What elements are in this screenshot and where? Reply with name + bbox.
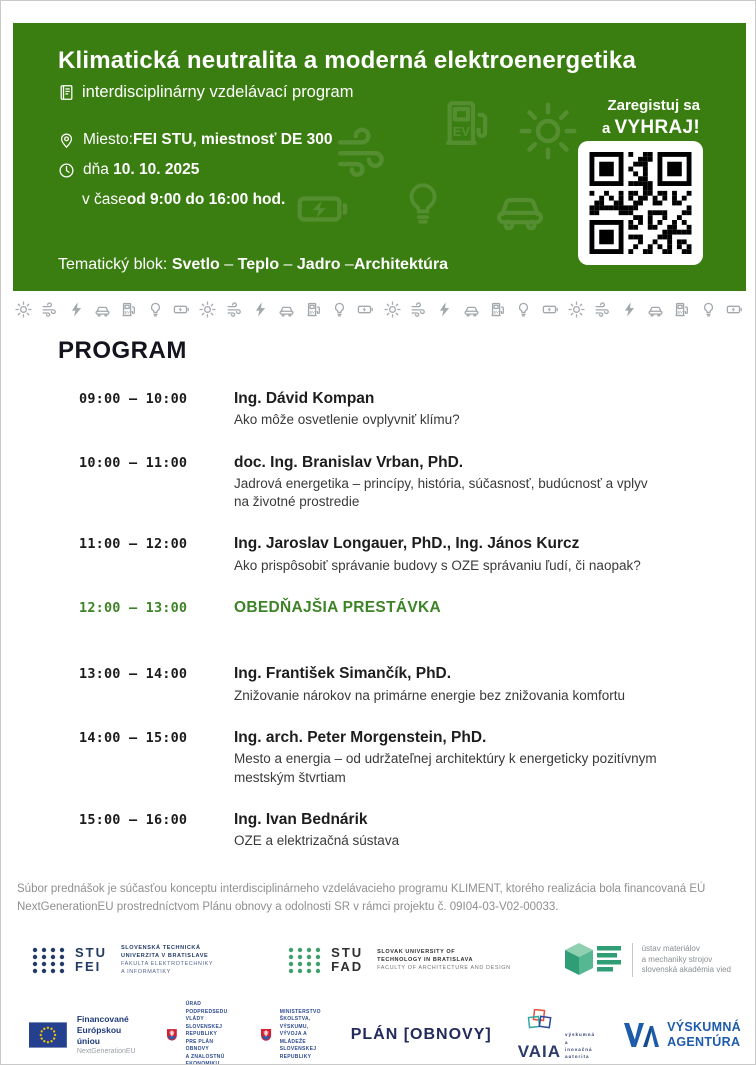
battery-icon — [542, 301, 559, 318]
journal-icon — [58, 84, 75, 101]
wind-icon — [333, 123, 391, 181]
charger-icon — [673, 301, 690, 318]
wind-icon — [41, 301, 58, 318]
program-row — [79, 664, 699, 705]
car-icon — [485, 179, 555, 235]
qr-code — [578, 141, 703, 265]
date-value: 10. 10. 2025 — [113, 161, 200, 178]
qr-code-image — [589, 152, 692, 254]
register-win-text: VYHRAJ! — [614, 116, 700, 138]
bulb-icon — [700, 301, 717, 318]
stu-fei-line1: SLOVENSKÁ TECHNICKÁ — [121, 944, 201, 951]
program-row — [79, 389, 699, 430]
program-speaker: Ing. Ivan Bednárik — [234, 810, 368, 828]
va-line1: VÝSKUMNÁ — [667, 1020, 741, 1035]
theme-jadro: Jadro — [296, 256, 341, 273]
bolt-icon — [621, 301, 638, 318]
program-topic: Jadrová energetika – princípy, história, súčasnosť, budúcnosť a vplyv na životné prostredie — [234, 475, 648, 510]
program-time: 10:00 – 11:00 — [79, 454, 188, 471]
logo-vyskumna-agentura — [623, 1020, 741, 1049]
vaia-line3: autorita — [565, 1053, 590, 1059]
logo-ministerstvo — [260, 1009, 327, 1062]
program-row — [79, 810, 699, 851]
theme-svetlo: Svetlo — [171, 256, 220, 273]
vaia-wordmark: VAIA — [517, 1042, 562, 1062]
program-row — [79, 728, 699, 787]
bolt-icon — [436, 301, 453, 318]
bulb-icon — [331, 301, 348, 318]
program-topic: Ako môže osvetlenie ovplyvniť klímu? — [234, 412, 460, 428]
register-line1: Zaregistuj sa — [607, 97, 700, 114]
program-time: 15:00 – 16:00 — [79, 811, 188, 828]
program-speaker: Ing. Dávid Kompan — [234, 390, 375, 407]
stu-fad-line1: SLOVAK UNIVERSITY OF — [377, 948, 456, 955]
wind-icon — [410, 301, 427, 318]
bulb-icon — [398, 175, 448, 231]
icon-strip — [15, 298, 743, 320]
logos-row-2 — [29, 1001, 741, 1065]
logo-vaia — [518, 1009, 595, 1060]
eu-line2: Európskou úniou — [76, 1024, 122, 1046]
theme-architektura: Architektúra — [353, 256, 449, 273]
bolt-icon — [252, 301, 269, 318]
battery-icon — [357, 301, 374, 318]
location-pin-icon — [58, 132, 75, 149]
logo-stu-fei — [31, 944, 213, 977]
logo-stu-fad — [287, 945, 511, 975]
urad-line4: A ZNALOSTNÚ EKONOMIKU — [185, 1053, 225, 1065]
min-line4: SLOVENSKEJ REPUBLIKY — [279, 1046, 317, 1060]
date-row — [58, 161, 332, 179]
wind-icon — [226, 301, 243, 318]
program-topic: Mesto a energia – od udržateľnej architektúry k energeticky pozitívnym mestským štvrtiam — [234, 751, 657, 785]
header-banner — [13, 23, 746, 291]
sun-icon — [568, 301, 585, 318]
program-time: 11:00 – 12:00 — [79, 536, 188, 553]
imsas-line3: slovenská akadémia vied — [641, 965, 731, 975]
charger-icon — [489, 301, 506, 318]
urad-line3: PRE PLÁN OBNOVY — [185, 1038, 214, 1052]
register-prefix: a — [601, 119, 615, 137]
urad-line1: ÚRAD PODPREDSEDU VLÁDY — [185, 1001, 228, 1022]
sun-icon — [384, 301, 401, 318]
time-label: v čase — [82, 191, 127, 208]
vaia-line1: výskumná — [565, 1032, 596, 1038]
stu-fad-line2: TECHNOLOGY IN BRATISLAVA — [377, 956, 474, 963]
logos-row-1 — [31, 939, 731, 981]
poster-subtitle-row — [58, 83, 353, 102]
stu-fei-acr2: FEI — [75, 959, 102, 974]
bolt-icon — [68, 301, 85, 318]
cube-icon — [561, 939, 623, 981]
logo-plan-obnovy: PLÁN [OBNOVY] — [350, 1025, 492, 1043]
event-info — [58, 131, 332, 221]
vaia-line2: a inovačná — [565, 1039, 593, 1052]
urad-line2: SLOVENSKEJ REPUBLIKY — [185, 1023, 223, 1037]
car-icon — [278, 301, 295, 318]
bulb-icon — [147, 301, 164, 318]
car-icon — [463, 301, 480, 318]
sun-icon — [199, 301, 216, 318]
slovak-emblem-icon — [260, 1025, 272, 1045]
wind-icon — [594, 301, 611, 318]
program-list — [79, 389, 699, 873]
stu-fei-line3: FAKULTA ELEKTROTECHNIKY — [121, 961, 214, 967]
location-label: Miesto: — [83, 131, 133, 148]
slovak-emblem-icon — [166, 1025, 178, 1045]
program-topic: Ako prispôsobiť správanie budovy s OZE správaniu ľudí, či naopak? — [234, 557, 641, 573]
program-topic: Znižovanie nárokov na primárne energie bez znižovania komfortu — [234, 687, 625, 703]
register-callout — [602, 97, 700, 140]
logo-imsas — [561, 939, 731, 981]
theme-blocks-line — [58, 256, 448, 274]
date-label: dňa — [83, 161, 114, 178]
program-time: 14:00 – 15:00 — [79, 729, 188, 746]
min-line3: VÝVOJA A MLÁDEŽE — [279, 1031, 307, 1045]
stu-dots-icon — [31, 945, 67, 975]
program-heading: PROGRAM — [58, 337, 187, 364]
stu-fad-acr2: FAD — [331, 959, 364, 974]
funding-note: Súbor prednášok je súčasťou konceptu interdisciplinárneho vzdelávacieho programu KLIMENT, ktorého realizácia bola financovaná EÚ NextGenerationEU prostredníctvom Plánu obnovy a odolnosti SR v rámci projektu č. 09I04-03-V02-00033. — [17, 883, 706, 913]
time-value: od 9:00 do 16:00 hod. — [126, 191, 286, 208]
location-value: FEI STU, miestnosť DE 300 — [132, 131, 333, 148]
car-icon — [647, 301, 664, 318]
charger-icon — [305, 301, 322, 318]
stu-fei-line2: UNIVERZITA V BRATISLAVE — [121, 952, 209, 959]
stu-fad-line3: FACULTY OF ARCHITECTURE AND DESIGN — [377, 965, 511, 972]
program-time: 13:00 – 14:00 — [79, 666, 188, 683]
stu-dots-icon — [287, 945, 323, 975]
clock-icon — [58, 162, 75, 179]
program-speaker: Ing. Jaroslav Longauer, PhD., Ing. János Kurcz — [234, 535, 580, 553]
divider — [632, 943, 633, 977]
imsas-line1: ústav materiálov — [641, 943, 700, 953]
poster-subtitle: interdisciplinárny vzdelávací program — [82, 83, 354, 101]
program-row — [79, 598, 699, 620]
car-icon — [94, 301, 111, 318]
charger-icon — [438, 95, 494, 151]
theme-teplo: Teplo — [237, 256, 280, 273]
program-speaker: Ing. arch. Peter Morgenstein, PhD. — [234, 728, 487, 746]
sun-icon — [15, 301, 32, 318]
program-topic: OZE a elektrizačná sústava — [234, 833, 400, 849]
imsas-line2: a mechaniky strojov — [641, 954, 713, 964]
poster-title: Klimatická neutralita a moderná elektroenergetika — [58, 47, 637, 74]
charger-icon — [120, 301, 137, 318]
bulb-icon — [515, 301, 532, 318]
program-time: 12:00 – 13:00 — [79, 600, 188, 616]
stu-fad-acr1: STU — [331, 944, 364, 960]
logo-urad-vlady — [166, 1001, 238, 1065]
program-row — [79, 453, 699, 512]
program-speaker: Ing. František Simančík, PhD. — [234, 665, 452, 683]
theme-dash: – — [340, 256, 354, 273]
logo-eu — [29, 1014, 140, 1056]
program-speaker: OBEDŇAJŠIA PRESTÁVKA — [234, 599, 441, 616]
vaia-squares-icon — [526, 1009, 556, 1031]
eu-line1: Financované — [76, 1013, 129, 1024]
va-monogram-icon — [623, 1023, 659, 1047]
battery-icon — [173, 301, 190, 318]
location-row — [58, 131, 332, 149]
va-line2: AGENTÚRA — [667, 1034, 741, 1049]
program-speaker: doc. Ing. Branislav Vrban, PhD. — [234, 453, 464, 471]
min-line1: MINISTERSTVO — [279, 1008, 321, 1015]
eu-line3: NextGenerationEU — [76, 1047, 136, 1055]
eu-flag-icon — [29, 1021, 67, 1049]
theme-label: Tematický blok: — [58, 256, 172, 273]
stu-fei-line4: A INFORMATIKY — [121, 969, 171, 976]
sun-icon — [518, 101, 578, 161]
program-row — [79, 534, 699, 575]
time-row — [58, 191, 332, 209]
theme-dash: – — [219, 256, 238, 273]
program-time: 09:00 – 10:00 — [79, 391, 188, 407]
battery-icon — [726, 301, 743, 318]
min-line2: ŠKOLSTVA, VÝSKUMU, — [279, 1016, 311, 1030]
theme-dash: – — [279, 256, 297, 273]
stu-fei-acr1: STU — [75, 944, 107, 960]
